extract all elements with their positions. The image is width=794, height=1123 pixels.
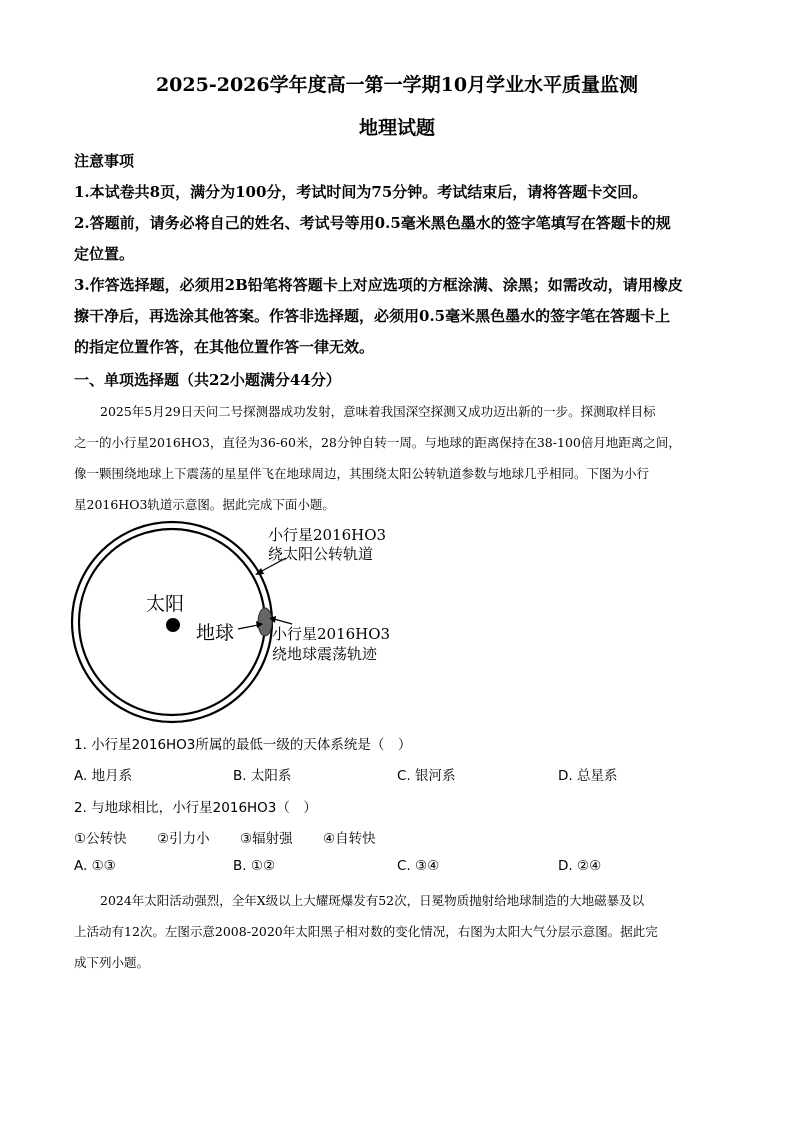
- label-orbit-line-2: 绕太阳公转轨道: [268, 545, 374, 563]
- question-2-stem: 2. 与地球相比，小行星2016HO3（ ）: [74, 800, 317, 816]
- passage-1-line-3: 像一颗围绕地球上下震荡的星星伴飞在地球周边，其围绕太阳公转轨道参数与地球几乎相同。下图为小行: [74, 466, 650, 481]
- question-2-choice-1: ①公转快: [74, 831, 127, 847]
- passage-2-line-2: 上活动有12次。左图示意2008-2020年太阳黑子相对数的变化情况，右图为太阳大气分层示意图。据此完: [74, 924, 658, 939]
- notes-heading: 注意事项: [74, 152, 135, 170]
- question-2-option-b: B. ①②: [233, 858, 276, 874]
- notes-item-3-line-3: 的指定位置作答，在其他位置作答一律无效。: [74, 338, 375, 356]
- section-heading: 一、单项选择题（共22小题满分44分）: [74, 371, 341, 389]
- notes-item-1: 1.本试卷共8页，满分为100分，考试时间为75分钟。考试结束后，请将答题卡交回。: [74, 183, 648, 201]
- question-2-choice-3: ③辐射强: [240, 831, 293, 847]
- notes-item-2-line-2: 定位置。: [74, 245, 135, 263]
- passage-2-line-1: 2024年太阳活动强烈，全年X级以上大耀斑爆发有52次，日冕物质抛射给地球制造的大地磁暴及以: [100, 893, 645, 908]
- passage-1-line-2: 之一的小行星2016HO3，直径为36-60米，28分钟自转一周。与地球的距离保持在38-100倍月地距离之间，: [74, 435, 681, 450]
- label-sun: 太阳: [146, 593, 185, 615]
- question-1-option-c: C. 银河系: [397, 768, 456, 784]
- notes-item-3-line-1: 3.作答选择题，必须用2B铅笔将答题卡上对应选项的方框涂满、涂黑；如需改动，请用橡皮: [74, 276, 683, 294]
- question-2-option-a: A. ①③: [74, 858, 116, 874]
- question-1-option-d: D. 总星系: [558, 768, 618, 784]
- notes-item-2-line-1: 2.答题前，请务必将自己的姓名、考试号等用0.5毫米黑色墨水的签字笔填写在答题卡的规: [74, 214, 671, 232]
- label-orbit-line-1: 小行星2016HO3: [268, 526, 387, 544]
- question-1-option-a: A. 地月系: [74, 768, 133, 784]
- passage-2-line-3: 成下列小题。: [74, 955, 150, 970]
- question-1-stem: 1. 小行星2016HO3所属的最低一级的天体系统是（ ）: [74, 737, 412, 753]
- passage-1-line-1: 2025年5月29日天问二号探测器成功发射，意味着我国深空探测又成功迈出新的一步。探测取样目标: [100, 404, 656, 419]
- question-2-choice-2: ②引力小: [157, 831, 210, 847]
- sun-dot: [166, 618, 180, 632]
- notes-item-3-line-2: 擦干净后，再选涂其他答案。作答非选择题，必须用0.5毫米黑色墨水的签字笔在答题卡上: [74, 307, 671, 325]
- label-oscillation-line-2: 绕地球震荡轨迹: [272, 645, 378, 663]
- label-earth: 地球: [196, 622, 235, 644]
- orbit-diagram: [60, 520, 420, 725]
- exam-title: 2025-2026学年度高一第一学期10月学业水平质量监测: [155, 74, 639, 96]
- oscillation-ellipse: [258, 608, 272, 636]
- passage-1-line-4: 星2016HO3轨道示意图。据此完成下面小题。: [74, 497, 335, 512]
- question-1-option-b: B. 太阳系: [233, 768, 292, 784]
- question-2-option-c: C. ③④: [397, 858, 440, 874]
- question-2-choice-4: ④自转快: [323, 831, 376, 847]
- subject-title: 地理试题: [358, 117, 435, 139]
- label-oscillation-line-1: 小行星2016HO3: [272, 625, 391, 643]
- question-2-option-d: D. ②④: [558, 858, 602, 874]
